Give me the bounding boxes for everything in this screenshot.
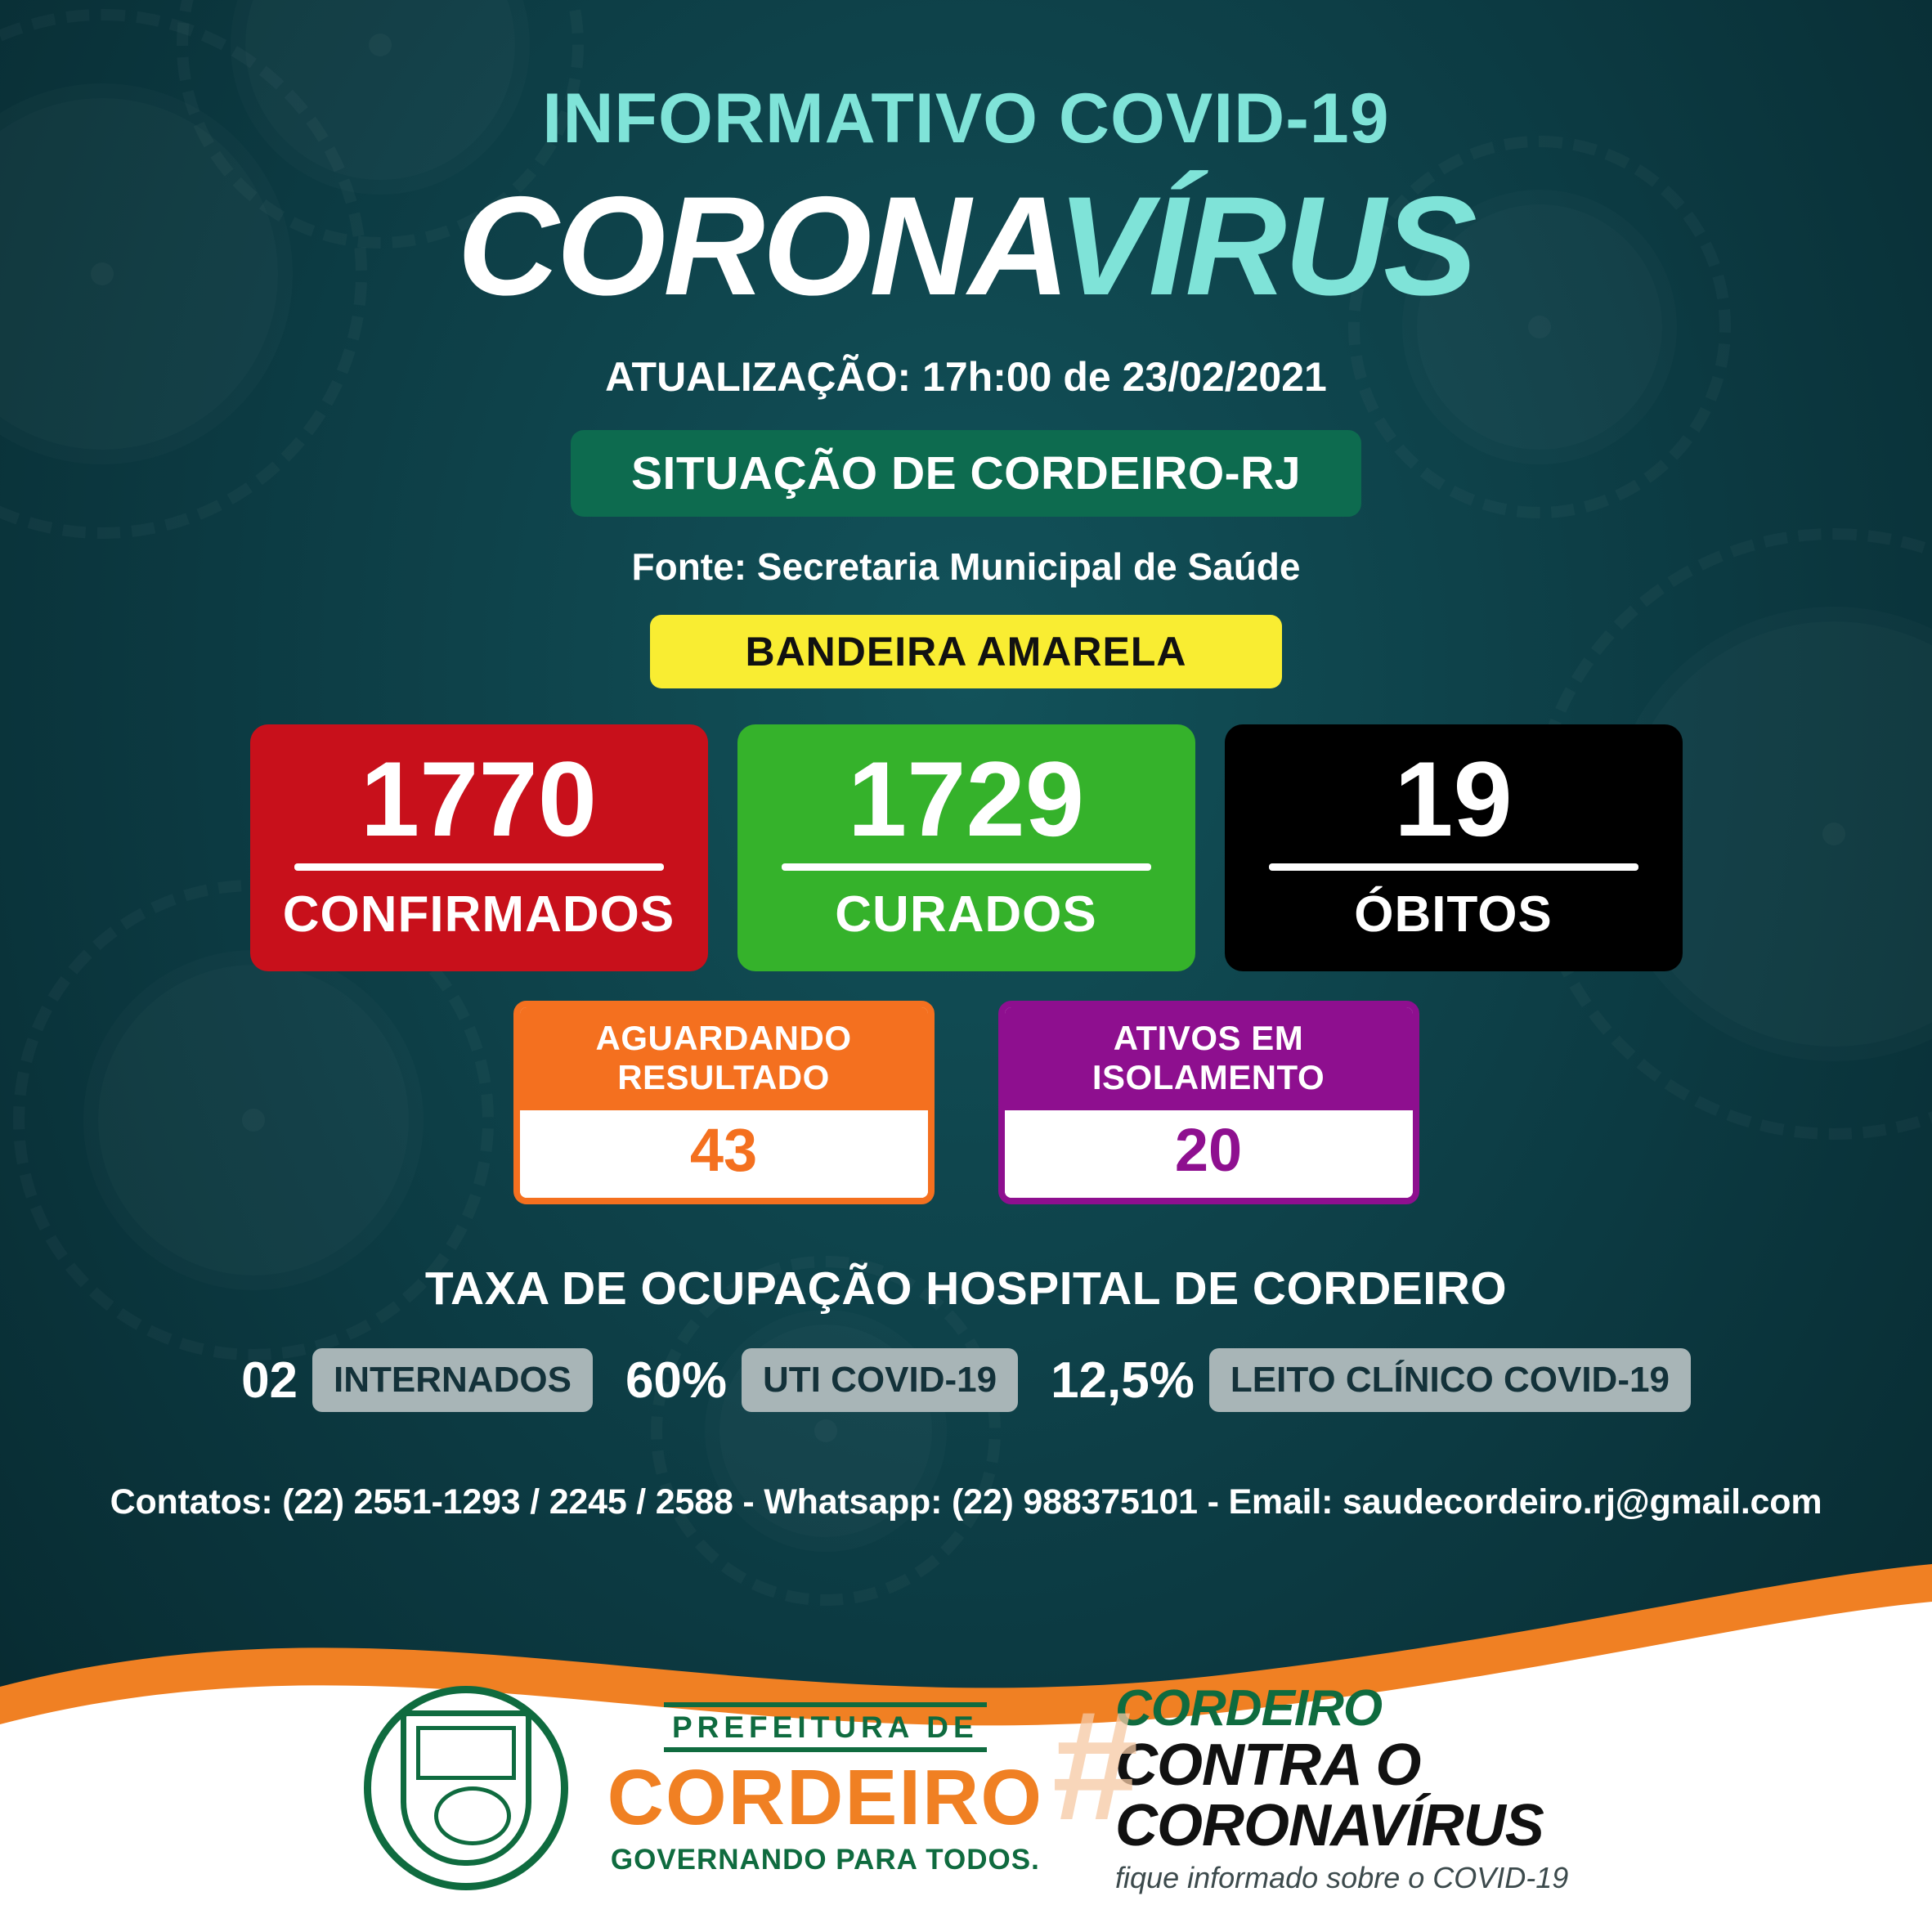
campaign-line2: CONTRA O bbox=[1115, 1733, 1421, 1798]
prefeitura-label-line2: CORDEIRO bbox=[607, 1754, 1044, 1841]
occupancy-label-uti: UTI COVID-19 bbox=[742, 1348, 1018, 1412]
stat-label-aguardando-line1: AGUARDANDO bbox=[595, 1018, 852, 1057]
update-timestamp: ATUALIZAÇÃO: 17h:00 de 23/02/2021 bbox=[605, 353, 1327, 400]
contact-info: Contatos: (22) 2551-1293 / 2245 / 2588 - Whatsapp: (22) 988375101 - Email: saudecordeiro.rj@gmail.com bbox=[110, 1482, 1822, 1522]
campaign-tagline: fique informado sobre o COVID-19 bbox=[1115, 1861, 1569, 1894]
prefeitura-label-line1: PREFEITURA DE bbox=[664, 1702, 987, 1752]
occupancy-label-internados: INTERNADOS bbox=[312, 1348, 593, 1412]
flag-status-wrap bbox=[0, 615, 1932, 688]
campaign-line3: CORONAVÍRUS bbox=[1115, 1793, 1544, 1858]
occupancy-value-uti: 60% bbox=[625, 1352, 728, 1409]
situacao-banner-wrap bbox=[0, 430, 1932, 517]
stat-label-aguardando-line2: RESULTADO bbox=[617, 1057, 830, 1096]
stat-card-ativos-isolamento bbox=[998, 1001, 1419, 1205]
prefeitura-logo bbox=[607, 1702, 1043, 1874]
stat-card-obitos bbox=[1225, 724, 1683, 971]
stat-value-ativos: 20 bbox=[1005, 1110, 1413, 1198]
campaign-logo bbox=[1050, 1679, 1569, 1894]
stat-card-confirmados bbox=[250, 724, 708, 971]
prefeitura-slogan: GOVERNANDO PARA TODOS. bbox=[610, 1844, 1040, 1876]
occupancy-value-internados: 02 bbox=[241, 1352, 298, 1409]
occupancy-item-uti bbox=[625, 1348, 1018, 1412]
stat-label-curados: CURADOS bbox=[835, 885, 1097, 943]
coat-of-arms-shield-icon bbox=[401, 1710, 531, 1866]
stat-value-aguardando: 43 bbox=[520, 1110, 928, 1198]
stat-divider bbox=[782, 863, 1151, 871]
campaign-line1: CORDEIRO bbox=[1115, 1680, 1383, 1737]
occupancy-label-leito-clinico: LEITO CLÍNICO COVID-19 bbox=[1209, 1348, 1691, 1412]
stat-value-curados: 1729 bbox=[847, 738, 1085, 858]
stat-card-curados bbox=[737, 724, 1195, 971]
footer-logos bbox=[0, 1679, 1932, 1894]
poster-footer bbox=[0, 1564, 1932, 1932]
stat-cards-row bbox=[0, 724, 1932, 971]
city-coat-of-arms-icon bbox=[364, 1686, 568, 1890]
occupancy-item-internados bbox=[241, 1348, 593, 1412]
stat-label-aguardando bbox=[520, 1007, 928, 1111]
stat-card-aguardando-resultado bbox=[513, 1001, 935, 1205]
hashtag-icon: # bbox=[1050, 1679, 1136, 1853]
stat-divider bbox=[294, 863, 664, 871]
stat-value-obitos: 19 bbox=[1394, 738, 1513, 858]
stat-label-confirmados: CONFIRMADOS bbox=[282, 885, 675, 943]
source-text: Fonte: Secretaria Municipal de Saúde bbox=[631, 545, 1301, 588]
stat-label-ativos-line1: ATIVOS EM bbox=[1113, 1018, 1304, 1057]
page-title bbox=[0, 168, 1932, 325]
occupancy-item-leito-clinico bbox=[1051, 1348, 1691, 1412]
situacao-banner: SITUAÇÃO DE CORDEIRO-RJ bbox=[571, 430, 1361, 517]
stat-label-obitos: ÓBITOS bbox=[1354, 885, 1553, 943]
stat-label-ativos bbox=[1005, 1007, 1413, 1111]
sub-stat-cards-row bbox=[0, 1001, 1932, 1205]
stat-value-confirmados: 1770 bbox=[360, 738, 598, 858]
occupancy-row bbox=[0, 1348, 1932, 1412]
occupancy-value-leito-clinico: 12,5% bbox=[1051, 1352, 1195, 1409]
stat-label-ativos-line2: ISOLAMENTO bbox=[1092, 1057, 1325, 1096]
page-title-part-1: CORONA bbox=[457, 168, 1057, 325]
status-badge: BANDEIRA AMARELA bbox=[650, 615, 1281, 688]
poster-supertitle: INFORMATIVO COVID-19 bbox=[542, 79, 1390, 158]
stat-divider bbox=[1269, 863, 1638, 871]
page-title-part-2: VÍRUS bbox=[1057, 168, 1475, 325]
occupancy-title: TAXA DE OCUPAÇÃO HOSPITAL DE CORDEIRO bbox=[424, 1262, 1508, 1316]
